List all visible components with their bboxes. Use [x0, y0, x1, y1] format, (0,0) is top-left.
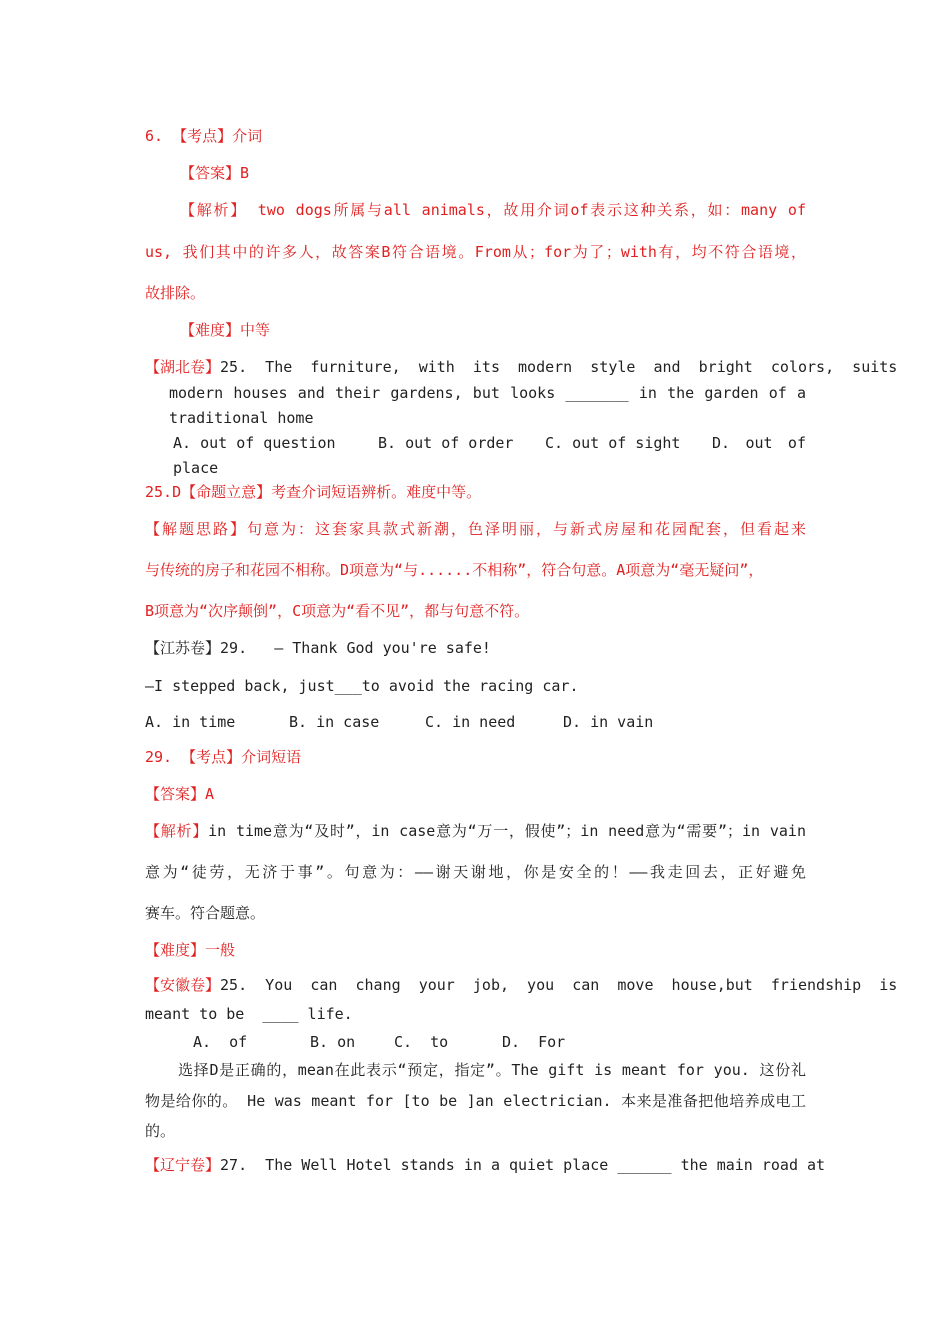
anhui-explanation-line1: 选择D是正确的，mean在此表示“预定，指定”。The gift is meant for you. 这份礼 — [178, 1061, 806, 1079]
jiangsu-analysis-line3: 赛车。符合题意。 — [145, 904, 266, 922]
jiangsu-analysis-tag: 【解析】 — [145, 822, 209, 840]
anhui-option-c: C. to — [394, 1033, 449, 1051]
hubei-option-a: A. out of question — [173, 434, 336, 452]
jiangsu-analysis-text1: in time意为“及时”，in case意为“万一，假使”；in need意为“需要”；in vain — [208, 822, 806, 840]
anhui-tag: 【安徽卷】 — [145, 976, 221, 994]
jiangsu-option-b: B. in case — [289, 713, 380, 731]
jiangsu-answer: 【答案】A — [145, 785, 215, 803]
jiangsu-heading: 29. 【考点】介词短语 — [145, 748, 302, 766]
q6-answer: 【答案】B — [180, 164, 250, 182]
hubei-option-d-cont: place — [173, 459, 219, 477]
hubei-line2: modern houses and their gardens, but looks _______ in the garden of a — [169, 384, 806, 402]
q6-heading: 6. 【考点】介词 — [145, 127, 263, 145]
hubei-think-line2: 与传统的房子和花园不相称。D项意为“与......不相称”，符合句意。A项意为“毫无疑问”， — [145, 561, 764, 579]
hubei-option-c: C. out of sight — [545, 434, 681, 452]
hubei-line3: traditional home — [169, 409, 314, 427]
jiangsu-difficulty: 【难度】一般 — [145, 941, 236, 959]
liaoning-question-line1 — [145, 1155, 826, 1175]
q6-analysis-line3: 故排除。 — [145, 284, 206, 302]
q6-analysis-line2: us, 我们其中的许多人，故答案B符合语境。From从；for为了；with有，均不符合语境， — [145, 243, 806, 261]
jiangsu-analysis-line2: 意为“徒劳，无济于事”。句意为：——谢天谢地，你是安全的！——我走回去，正好避免 — [145, 863, 806, 881]
jiangsu-analysis-line1 — [145, 821, 806, 841]
hubei-answer-tag: 【命题立意】 — [181, 483, 272, 501]
hubei-answer-line — [145, 482, 481, 502]
jiangsu-question-line1 — [145, 638, 491, 658]
jiangsu-option-a: A. in time — [145, 713, 236, 731]
liaoning-line1: 27. The Well Hotel stands in a quiet place ______ the main road at — [220, 1156, 826, 1174]
hubei-option-b: B. out of order — [378, 434, 514, 452]
anhui-option-b: B. on — [310, 1033, 356, 1051]
anhui-explanation-line3: 的。 — [145, 1122, 176, 1140]
hubei-think-text1: 句意为：这套家具款式新潮，色泽明丽，与新式房屋和花园配套，但看起来 — [247, 520, 806, 538]
jiangsu-line2: —I stepped back, just___to avoid the racing car. — [145, 677, 579, 695]
hubei-question-line1 — [145, 357, 898, 377]
anhui-explanation-line2: 物是给你的。 He was meant for [to be ]an electrician. 本来是准备把他培养成电工 — [145, 1092, 806, 1110]
hubei-tag: 【湖北卷】 — [145, 358, 221, 376]
jiangsu-line1: 29. — Thank God you're safe! — [220, 639, 491, 657]
jiangsu-option-d: D. in vain — [563, 713, 654, 731]
anhui-option-d: D. For — [502, 1033, 566, 1051]
hubei-answer-text: 考查介词短语辨析。难度中等。 — [271, 483, 482, 501]
jiangsu-tag: 【江苏卷】 — [145, 639, 221, 657]
hubei-line1: 25. The furniture, with its modern style and bright colors, suits — [220, 358, 898, 376]
liaoning-tag: 【辽宁卷】 — [145, 1156, 221, 1174]
hubei-think-line3: B项意为“次序颠倒”，C项意为“看不见”，都与句意不符。 — [145, 602, 530, 620]
hubei-answer-number: 25.D — [145, 483, 182, 501]
jiangsu-option-c: C. in need — [425, 713, 516, 731]
hubei-think-tag: 【解题思路】 — [145, 520, 247, 538]
hubei-think-line1 — [145, 519, 806, 539]
q6-analysis-line1: 【解析】 two dogs所属与all animals，故用介词of表示这种关系，如：many of — [180, 201, 806, 219]
anhui-line2: meant to be ____ life. — [145, 1005, 353, 1023]
anhui-line1: 25. You can chang your job, you can move house,but friendship is — [220, 976, 898, 994]
anhui-question-line1 — [145, 975, 898, 995]
q6-difficulty: 【难度】中等 — [180, 321, 271, 339]
hubei-option-d: D. out of — [712, 434, 806, 452]
anhui-option-a: A. of — [193, 1033, 248, 1051]
